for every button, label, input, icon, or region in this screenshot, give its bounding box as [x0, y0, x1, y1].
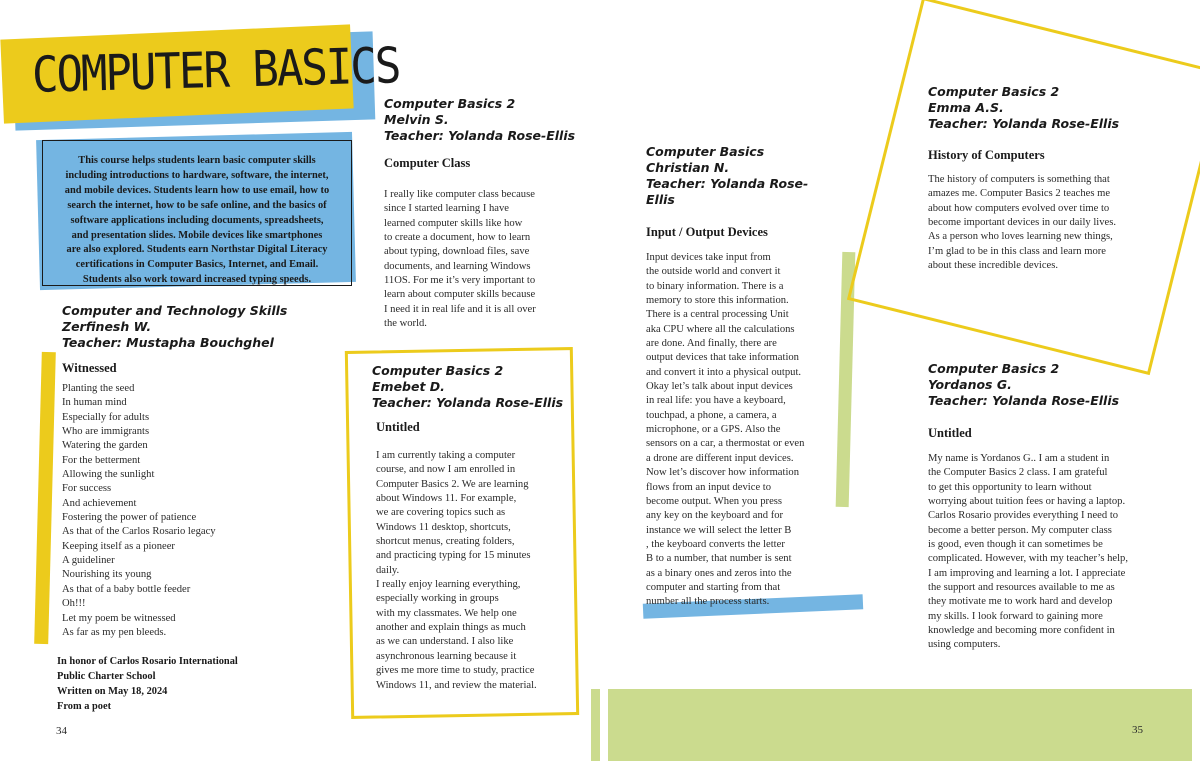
- body-line: amazes me. Computer Basics 2 teaches me: [928, 188, 1111, 200]
- entry-title: Computer Class: [384, 156, 471, 170]
- body-line: in real life: you have a keyboard,: [646, 395, 786, 407]
- body-line: asynchronous learning because it: [376, 650, 517, 662]
- green-bottom-block: [608, 689, 1192, 761]
- entry-body: [384, 188, 584, 331]
- poem-line: And achievement: [62, 497, 137, 509]
- poem-line: As that of a baby bottle feeder: [62, 583, 191, 595]
- entry-author: Yordanos G.: [928, 377, 1012, 392]
- intro-line: Students also work toward increased typing speeds.: [82, 274, 312, 286]
- entry-teacher: Teacher: Yolanda Rose-Ellis: [928, 393, 1120, 408]
- entry-author: Melvin S.: [384, 112, 449, 127]
- dedication-line: Written on May 18, 2024: [57, 686, 168, 697]
- intro-line: certifications in Computer Basics, Internet, and Email.: [75, 259, 319, 271]
- body-line: aka CPU where all the calculations: [646, 323, 795, 335]
- poem-line: Let my poem be witnessed: [62, 612, 176, 624]
- page-title: COMPUTER BASICS: [31, 37, 401, 105]
- entry-emma: [928, 84, 1178, 273]
- intro-line: including introductions to hardware, software, the internet,: [65, 169, 329, 181]
- intro-line: and mobile devices. Students learn how to use email, how to: [64, 184, 330, 196]
- page-number-right: 35: [1132, 724, 1143, 736]
- entry-title: Witnessed: [62, 361, 117, 375]
- body-line: they motivate me to work hard and develop: [928, 596, 1113, 608]
- poem-line: For the betterment: [62, 454, 141, 466]
- body-line: learn about computer skills because: [384, 289, 536, 301]
- body-line: I need it in real life and it is all over: [384, 303, 536, 315]
- body-line: the world.: [384, 318, 427, 330]
- body-line: course, and now I am enrolled in: [376, 464, 516, 476]
- body-line: There is a central processing Unit: [646, 309, 789, 321]
- body-line: I am currently taking a computer: [376, 450, 516, 461]
- body-line: about typing, download files, save: [384, 246, 530, 258]
- poem-line: Allowing the sunlight: [62, 469, 155, 481]
- body-line: become important devices in our daily lives.: [928, 217, 1116, 229]
- body-line: we are covering topics such as: [376, 507, 506, 519]
- body-line: Windows 11 desktop, shortcuts,: [376, 521, 511, 533]
- intro-line: and presentation slides. Mobile devices like smartphones: [71, 229, 323, 241]
- poem-line: Planting the seed: [62, 383, 135, 394]
- entry-course: Computer Basics 2: [928, 361, 1060, 376]
- body-line: Windows 11, and review the material.: [376, 679, 537, 691]
- entry-course: Computer and Technology Skills: [62, 303, 288, 318]
- poem-line: Keeping itself as a pioneer: [62, 540, 175, 552]
- body-line: I really enjoy learning everything,: [376, 579, 521, 591]
- body-line: the support and resources available to me as: [928, 582, 1115, 594]
- body-line: since I started learning I have: [384, 203, 510, 215]
- body-line: is good, even though it can sometimes be: [928, 539, 1103, 551]
- poem-line: Especially for adults: [62, 411, 150, 423]
- body-line: complicated. However, with my teacher’s help,: [928, 553, 1129, 565]
- entry-title: Untitled: [376, 420, 420, 434]
- poem-line: Who are immigrants: [62, 426, 150, 438]
- entry-teacher: Teacher: Mustapha Bouchghel: [62, 335, 274, 350]
- body-line: gives me more time to study, practice: [376, 665, 535, 677]
- poem-line: Oh!!!: [62, 598, 86, 610]
- body-line: the Computer Basics 2 class. I am grateful: [928, 467, 1108, 479]
- body-line: especially working in groups: [376, 593, 499, 605]
- poem-line: In human mind: [62, 397, 127, 409]
- entry-title: Input / Output Devices: [646, 225, 768, 239]
- entry-course: Computer Basics 2: [372, 363, 504, 378]
- body-line: about how computers evolved over time to: [928, 202, 1110, 214]
- body-line: my skills. I look forward to gaining more: [928, 610, 1103, 622]
- body-line: learned computer skills like how: [384, 217, 523, 229]
- body-line: instance we will select the letter B: [646, 524, 792, 536]
- body-line: number all the process starts.: [646, 596, 770, 608]
- body-line: and convert it into a physical output.: [646, 366, 802, 378]
- body-line: the outside world and convert it: [646, 266, 781, 278]
- body-line: Computer Basics 2. We are learning: [376, 478, 529, 490]
- poem-body: [62, 382, 342, 640]
- entry-emebet: [372, 363, 567, 693]
- body-line: daily.: [376, 564, 400, 576]
- body-line: Carlos Rosario provides everything I need to: [928, 510, 1119, 522]
- poem-line: Nourishing its young: [62, 569, 152, 581]
- intro-line: software applications including documents, spreadsheets,: [70, 214, 324, 226]
- entry-teacher: Teacher: Yolanda Rose-Ellis: [384, 128, 576, 143]
- dedication-line: From a poet: [57, 701, 112, 712]
- body-line: as we can understand. I also like: [376, 636, 514, 648]
- entry-body: [928, 173, 1178, 273]
- body-line: a drone are different input devices.: [646, 452, 794, 464]
- body-line: output devices that take information: [646, 352, 799, 364]
- body-line: are done. And finally, there are: [646, 338, 777, 350]
- body-line: to create a document, how to learn: [384, 232, 531, 244]
- body-line: sensors on a car, a thermostat or even: [646, 438, 805, 450]
- body-line: with my classmates. We help one: [376, 607, 517, 619]
- body-line: worrying about tuition fees or having a laptop.: [928, 496, 1126, 508]
- body-line: touchpad, a phone, a camera, a: [646, 409, 777, 421]
- poem-line: For success: [62, 483, 112, 495]
- body-line: shortcut menus, creating folders,: [376, 536, 515, 548]
- poem-line: Fostering the power of patience: [62, 512, 197, 524]
- entry-christian: [646, 144, 836, 610]
- entry-author: Zerfinesh W.: [62, 319, 152, 334]
- entry-author: Christian N.: [646, 160, 730, 175]
- entry-teacher: Teacher: Yolanda Rose-Ellis: [646, 176, 809, 207]
- body-line: Input devices take input from: [646, 252, 771, 263]
- entry-title: History of Computers: [928, 148, 1045, 162]
- entry-author: Emebet D.: [372, 379, 445, 394]
- body-line: to binary information. There is a: [646, 280, 784, 292]
- entry-course: Computer Basics 2: [384, 96, 516, 111]
- body-line: Okay let’s talk about input devices: [646, 381, 793, 393]
- body-line: about these incredible devices.: [928, 260, 1059, 272]
- entry-melvin: [384, 96, 584, 331]
- entry-body: [376, 449, 567, 693]
- body-line: become a better person. My computer class: [928, 524, 1112, 536]
- page-number-left: 34: [56, 725, 67, 737]
- entry-author: Emma A.S.: [928, 100, 1004, 115]
- body-line: I really like computer class because: [384, 189, 535, 200]
- body-line: any key on the keyboard and for: [646, 510, 784, 522]
- body-line: , the keyboard converts the letter: [646, 538, 785, 550]
- body-line: documents, and learning Windows: [384, 260, 531, 272]
- body-line: As a person who loves learning new things,: [928, 231, 1113, 243]
- body-line: B to a number, that number is sent: [646, 553, 792, 565]
- body-line: to get this opportunity to learn without: [928, 481, 1092, 493]
- poem-line: As that of the Carlos Rosario legacy: [62, 526, 216, 538]
- body-line: I am improving and learning a lot. I appreciate: [928, 567, 1126, 579]
- entry-course: Computer Basics 2: [928, 84, 1060, 99]
- body-line: Now let’s discover how information: [646, 467, 799, 479]
- intro-line: This course helps students learn basic computer skills: [78, 155, 316, 166]
- body-line: I’m glad to be in this class and learn more: [928, 245, 1106, 257]
- body-line: My name is Yordanos G.. I am a student in: [928, 453, 1110, 464]
- entry-yordanos: [928, 361, 1178, 653]
- entry-teacher: Teacher: Yolanda Rose-Ellis: [928, 116, 1120, 131]
- body-line: and practicing typing for 15 minutes: [376, 550, 531, 562]
- body-line: flows from an input device to: [646, 481, 772, 493]
- entry-teacher: Teacher: Yolanda Rose-Ellis: [372, 395, 564, 410]
- entry-body: [646, 251, 836, 610]
- body-line: The history of computers is something that: [928, 174, 1110, 185]
- poem-line: As far as my pen bleeds.: [62, 626, 167, 638]
- intro-line: search the internet, how to be safe online, and the basics of: [67, 199, 327, 211]
- body-line: computer and starting from that: [646, 581, 781, 593]
- dedication-line: In honor of Carlos Rosario International: [57, 656, 238, 667]
- entry-course: Computer Basics: [646, 144, 765, 159]
- poem-line: A guideliner: [62, 555, 115, 567]
- body-line: knowledge and becoming more confident in: [928, 625, 1115, 637]
- dedication-line: Public Charter School: [57, 671, 156, 682]
- yellow-vertical-bar: [34, 352, 56, 644]
- entry-body: [928, 452, 1178, 653]
- body-line: about Windows 11. For example,: [376, 493, 517, 505]
- body-line: using computers.: [928, 639, 1001, 651]
- dedication: [57, 654, 317, 714]
- intro-text: [44, 154, 350, 288]
- entry-title: Untitled: [928, 426, 972, 440]
- body-line: memory to store this information.: [646, 295, 789, 307]
- body-line: become output. When you press: [646, 495, 783, 507]
- body-line: 11OS. For me it’s very important to: [384, 275, 536, 287]
- entry-zerfinesh: [62, 303, 342, 640]
- poem-line: Watering the garden: [62, 440, 148, 452]
- body-line: as a binary ones and zeros into the: [646, 567, 792, 579]
- body-line: another and explain things as much: [376, 622, 526, 634]
- intro-line: are also explored. Students earn Northstar Digital Literacy: [66, 244, 328, 256]
- body-line: microphone, or a GPS. Also the: [646, 424, 781, 436]
- green-bottom-strip: [591, 689, 600, 761]
